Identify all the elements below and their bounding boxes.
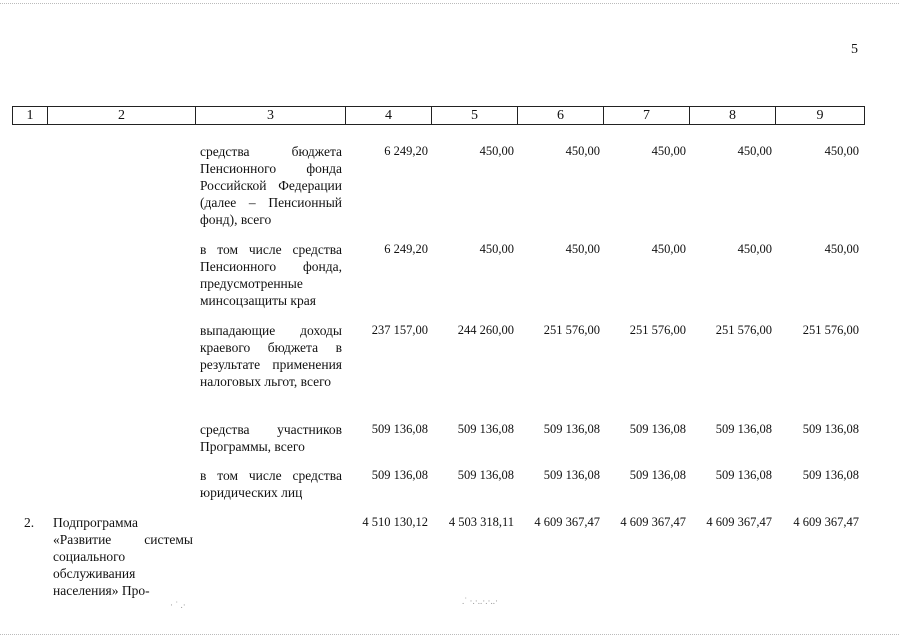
subprogram-value: 4 609 367,47 <box>793 515 859 529</box>
row-value: 6 249,20 <box>384 144 428 158</box>
bottom-scan-edge <box>0 634 899 636</box>
row-value: 509 136,08 <box>543 468 600 482</box>
row-value: 509 136,08 <box>802 468 859 482</box>
subprogram-value: 4 609 367,47 <box>534 515 600 529</box>
row-value: 450,00 <box>824 144 859 158</box>
row-value: 509 136,08 <box>371 468 428 482</box>
row-value: 6 249,20 <box>384 242 428 256</box>
row-value: 509 136,08 <box>457 468 514 482</box>
row-value: 509 136,08 <box>457 422 514 436</box>
subprogram-title: Подпрограмма «Развитие системы социального обслуживания населения» Про- <box>53 515 193 598</box>
subprogram-value: 4 609 367,47 <box>620 515 686 529</box>
row-value: 251 576,00 <box>715 323 772 337</box>
row-value: 509 136,08 <box>543 422 600 436</box>
header-cell-8: 8 <box>690 107 776 124</box>
row-value: 251 576,00 <box>543 323 600 337</box>
row-number: 2. <box>24 515 35 530</box>
row-value: 509 136,08 <box>715 422 772 436</box>
row-description: в том числе средства юридических лиц <box>200 468 342 500</box>
row-value: 450,00 <box>737 242 772 256</box>
header-cell-1: 1 <box>13 107 48 124</box>
row-value: 450,00 <box>565 144 600 158</box>
row-value: 450,00 <box>565 242 600 256</box>
row-value: 251 576,00 <box>802 323 859 337</box>
row-description: выпадающие доходы краевого бюджета в результате применения налоговых льгот, всего <box>200 323 342 389</box>
subprogram-value: 4 609 367,47 <box>706 515 772 529</box>
row-value: 509 136,08 <box>629 468 686 482</box>
scan-speck: .˙ ·.·..·.·..· <box>462 596 498 606</box>
row-value: 450,00 <box>479 242 514 256</box>
row-value: 450,00 <box>651 144 686 158</box>
row-value: 450,00 <box>651 242 686 256</box>
table-header-row <box>12 106 865 125</box>
scan-speck: · ˙ .· <box>170 600 186 610</box>
row-value: 509 136,08 <box>629 422 686 436</box>
row-value: 509 136,08 <box>802 422 859 436</box>
row-value: 509 136,08 <box>715 468 772 482</box>
row-value: 450,00 <box>479 144 514 158</box>
row-description: средства бюджета Пенсионного фонда Российской Федерации (далее – Пенсионный фонд), всего <box>200 144 342 227</box>
header-cell-2: 2 <box>48 107 196 124</box>
header-cell-9: 9 <box>816 108 824 123</box>
row-value: 237 157,00 <box>371 323 428 337</box>
row-description: средства участников Программы, всего <box>200 422 342 454</box>
row-description: в том числе средства Пенсионного фонда, предусмотренные минсоцзащиты края <box>200 242 342 308</box>
header-cell-4: 4 <box>346 107 432 124</box>
subprogram-value: 4 510 130,12 <box>362 515 428 529</box>
page-number: 5 <box>851 42 858 57</box>
header-cell-6: 6 <box>518 107 604 124</box>
header-cell-7: 7 <box>604 107 690 124</box>
row-value: 244 260,00 <box>457 323 514 337</box>
row-value: 450,00 <box>737 144 772 158</box>
row-value: 251 576,00 <box>629 323 686 337</box>
header-cell-5: 5 <box>432 107 518 124</box>
row-value: 509 136,08 <box>371 422 428 436</box>
subprogram-value: 4 503 318,11 <box>448 515 514 529</box>
top-scan-edge <box>0 3 899 5</box>
row-value: 450,00 <box>824 242 859 256</box>
header-cell-3: 3 <box>196 107 346 124</box>
